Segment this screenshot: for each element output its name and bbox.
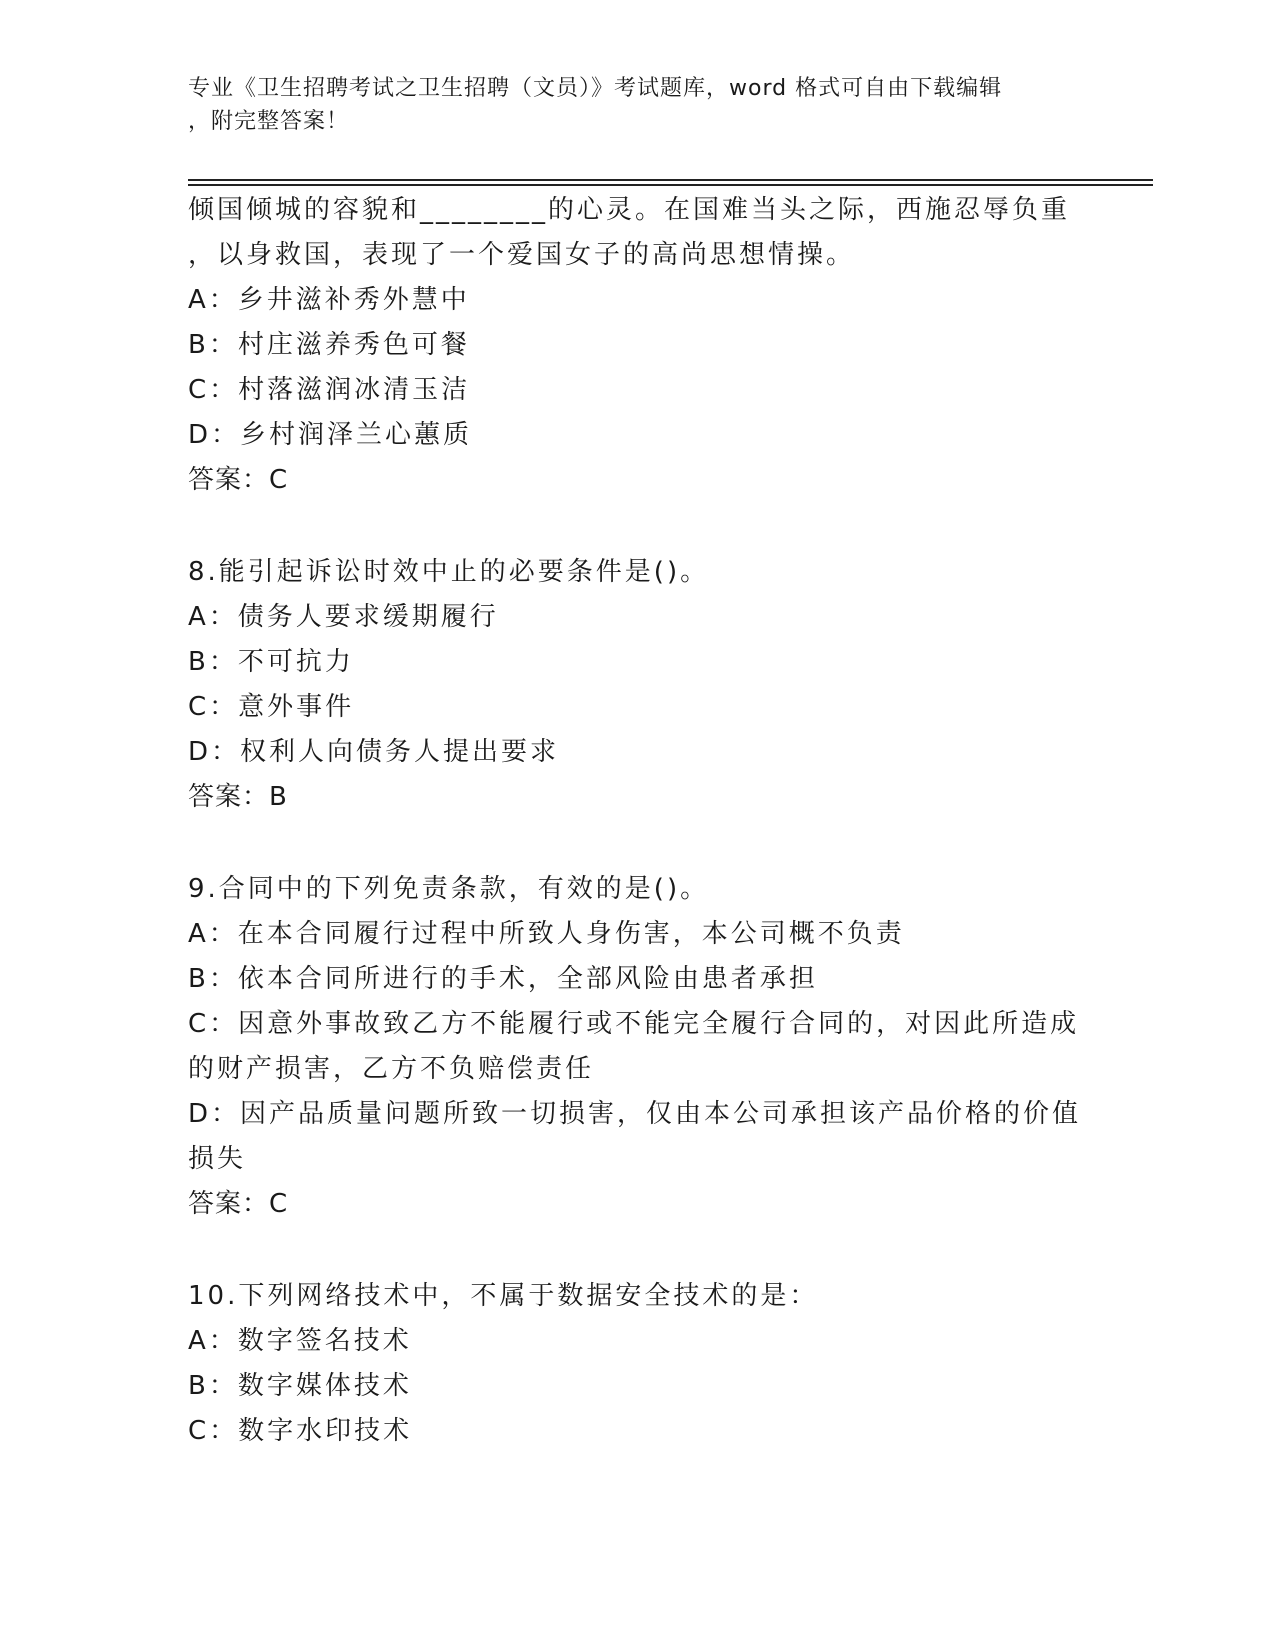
option-c: C：村落滋润冰清玉洁 (188, 375, 471, 405)
option-d: D：乡村润泽兰心蕙质 (188, 420, 473, 450)
option-a: A：债务人要求缓期履行 (188, 602, 499, 632)
option-d-continued: 损失 (188, 1144, 247, 1174)
option-b: B：数字媒体技术 (188, 1371, 412, 1401)
option-a: A：在本合同履行过程中所致人身伤害，本公司概不负责 (188, 919, 905, 949)
option-b: B：不可抗力 (188, 647, 354, 677)
question-text: 倾国倾城的容貌和________的心灵。在国难当头之际，西施忍辱负重 (188, 195, 1071, 225)
header-line-1: 专业《卫生招聘考试之卫生招聘（文员）》考试题库，word 格式可自由下载编辑 (188, 76, 1003, 101)
question-text: ，以身救国，表现了一个爱国女子的高尚思想情操。 (188, 240, 856, 270)
question-text: 10.下列网络技术中，不属于数据安全技术的是： (188, 1281, 819, 1311)
header-line-2: ，附完整答案！ (188, 109, 350, 134)
question-text: 8.能引起诉讼时效中止的必要条件是()。 (188, 557, 710, 587)
option-c-continued: 的财产损害，乙方不负赔偿责任 (188, 1054, 595, 1084)
option-d: D：因产品质量问题所致一切损害，仅由本公司承担该产品价格的价值 (188, 1099, 1082, 1129)
question-9 (188, 867, 1088, 1227)
document-header (188, 72, 1068, 138)
answer: 答案：B (188, 782, 288, 812)
option-c: C：意外事件 (188, 692, 355, 722)
question-text: 9.合同中的下列免责条款，有效的是()。 (188, 874, 710, 904)
question-body (188, 188, 1088, 1454)
answer: 答案：C (188, 465, 289, 495)
header-divider-bottom (188, 184, 1153, 186)
option-c: C：数字水印技术 (188, 1416, 413, 1446)
option-a: A：乡井滋补秀外慧中 (188, 285, 470, 315)
option-b: B：依本合同所进行的手术，全部风险由患者承担 (188, 964, 818, 994)
question-10 (188, 1274, 1088, 1454)
option-c: C：因意外事故致乙方不能履行或不能完全履行合同的，对因此所造成 (188, 1009, 1080, 1039)
option-d: D：权利人向债务人提出要求 (188, 737, 560, 767)
header-divider-top (188, 179, 1153, 181)
option-b: B：村庄滋养秀色可餐 (188, 330, 470, 360)
option-a: A：数字签名技术 (188, 1326, 412, 1356)
answer: 答案：C (188, 1189, 289, 1219)
question-8 (188, 550, 1088, 820)
question-continued (188, 188, 1088, 503)
